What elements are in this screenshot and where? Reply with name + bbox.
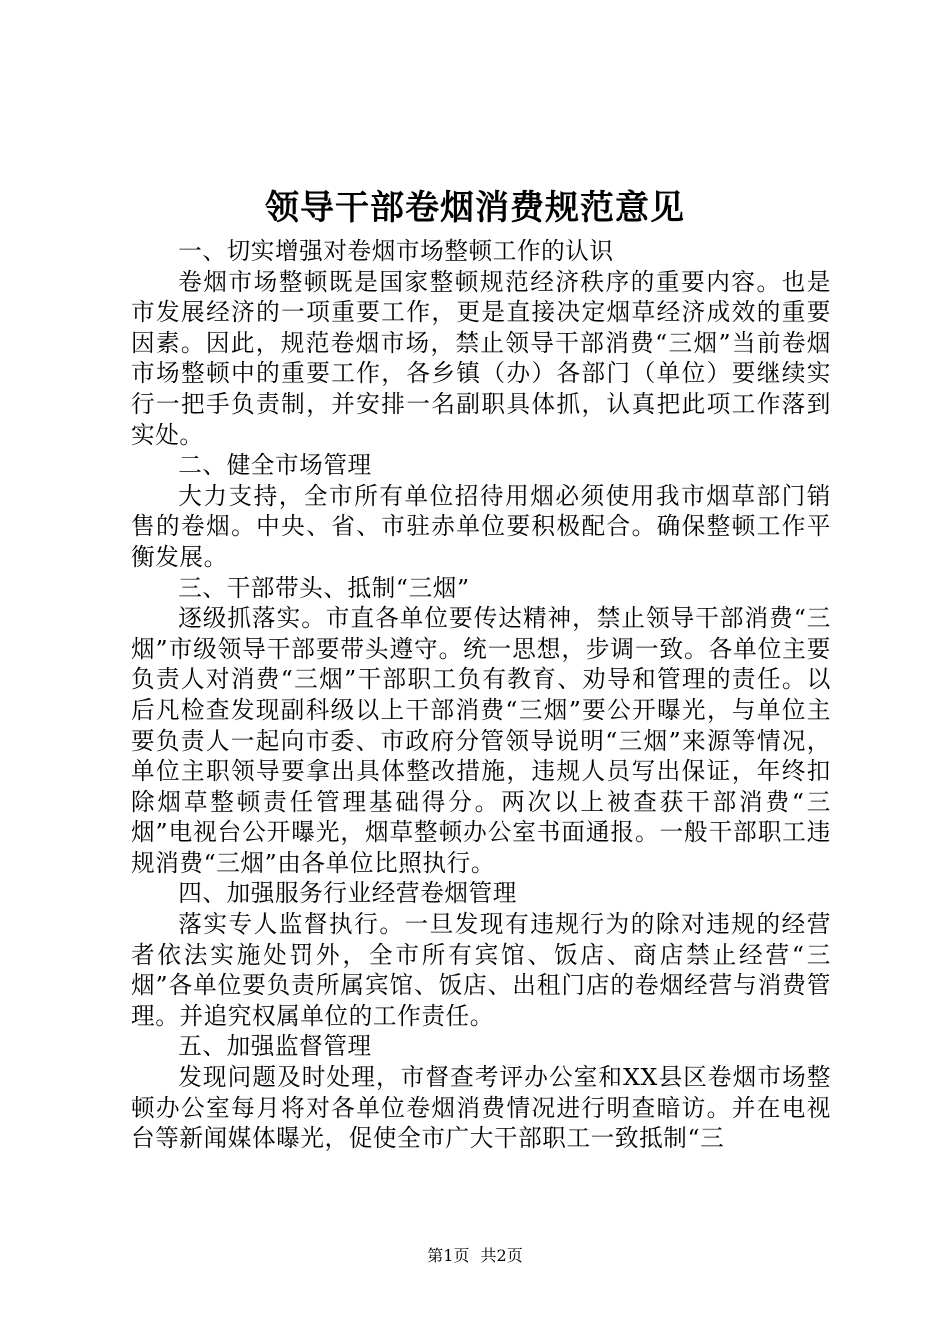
document-title: 领导干部卷烟消费规范意见 bbox=[265, 188, 685, 228]
section-heading: 一、切实增强对卷烟市场整顿工作的认识 bbox=[178, 237, 614, 265]
section-paragraph: 卷烟市场整顿既是国家整顿规范经济秩序的重要内容。也是市发展经济的一项重要工作，更是直接决定烟草经济成效的重要因素。因此，规范卷烟市场，禁止领导干部消费“三烟”当前卷烟市场整顿中的重要工作，各乡镇（办）各部门（单位）要继续实行一把手负责制，并安排一名副职具体抓，认真把此项工作落到实处。 bbox=[131, 267, 831, 449]
section-paragraph: 落实专人监督执行。一旦发现有违规行为的除对违规的经营者依法实施处罚外，全市所有宾馆、饭店、商店禁止经营“三烟”各单位要负责所属宾馆、饭店、出租门店的卷烟经营与消费管理。并追究权属单位的工作责任。 bbox=[131, 910, 831, 1030]
page-footer bbox=[0, 1245, 950, 1267]
section-heading: 二、健全市场管理 bbox=[178, 451, 372, 480]
page-total: 共2页 bbox=[480, 1246, 523, 1265]
section-heading: 五、加强监督管理 bbox=[178, 1032, 372, 1061]
document-body bbox=[131, 236, 831, 1154]
section-paragraph: 大力支持，全市所有单位招待用烟必须使用我市烟草部门销售的卷烟。中央、省、市驻赤单位要积极配合。确保整顿工作平衡发展。 bbox=[131, 481, 831, 571]
section-heading: 四、加强服务行业经营卷烟管理 bbox=[178, 879, 517, 908]
section-paragraph: 发现问题及时处理，市督查考评办公室和XX县区卷烟市场整顿办公室每月将对各单位卷烟消费情况进行明查暗访。并在电视台等新闻媒体曝光，促使全市广大干部职工一致抵制“三 bbox=[131, 1063, 831, 1153]
section-paragraph: 逐级抓落实。市直各单位要传达精神，禁止领导干部消费“三烟”市级领导干部要带头遵守。统一思想，步调一致。各单位主要负责人对消费“三烟”干部职工负有教育、劝导和管理的责任。以后凡检查发现副科级以上干部消费“三烟”要公开曝光，与单位主要负责人一起向市委、市政府分管领导说明“三烟”来源等情况，单位主职领导要拿出具体整改措施，违规人员写出保证，年终扣除烟草整顿责任管理基础得分。两次以上被查获干部消费“三烟”电视台公开曝光，烟草整顿办公室书面通报。一般干部职工违规消费“三烟”由各单位比照执行。 bbox=[131, 604, 831, 877]
page-number: 第1页 bbox=[427, 1246, 470, 1265]
section-heading: 三、干部带头、抵制“三烟” bbox=[178, 573, 470, 602]
